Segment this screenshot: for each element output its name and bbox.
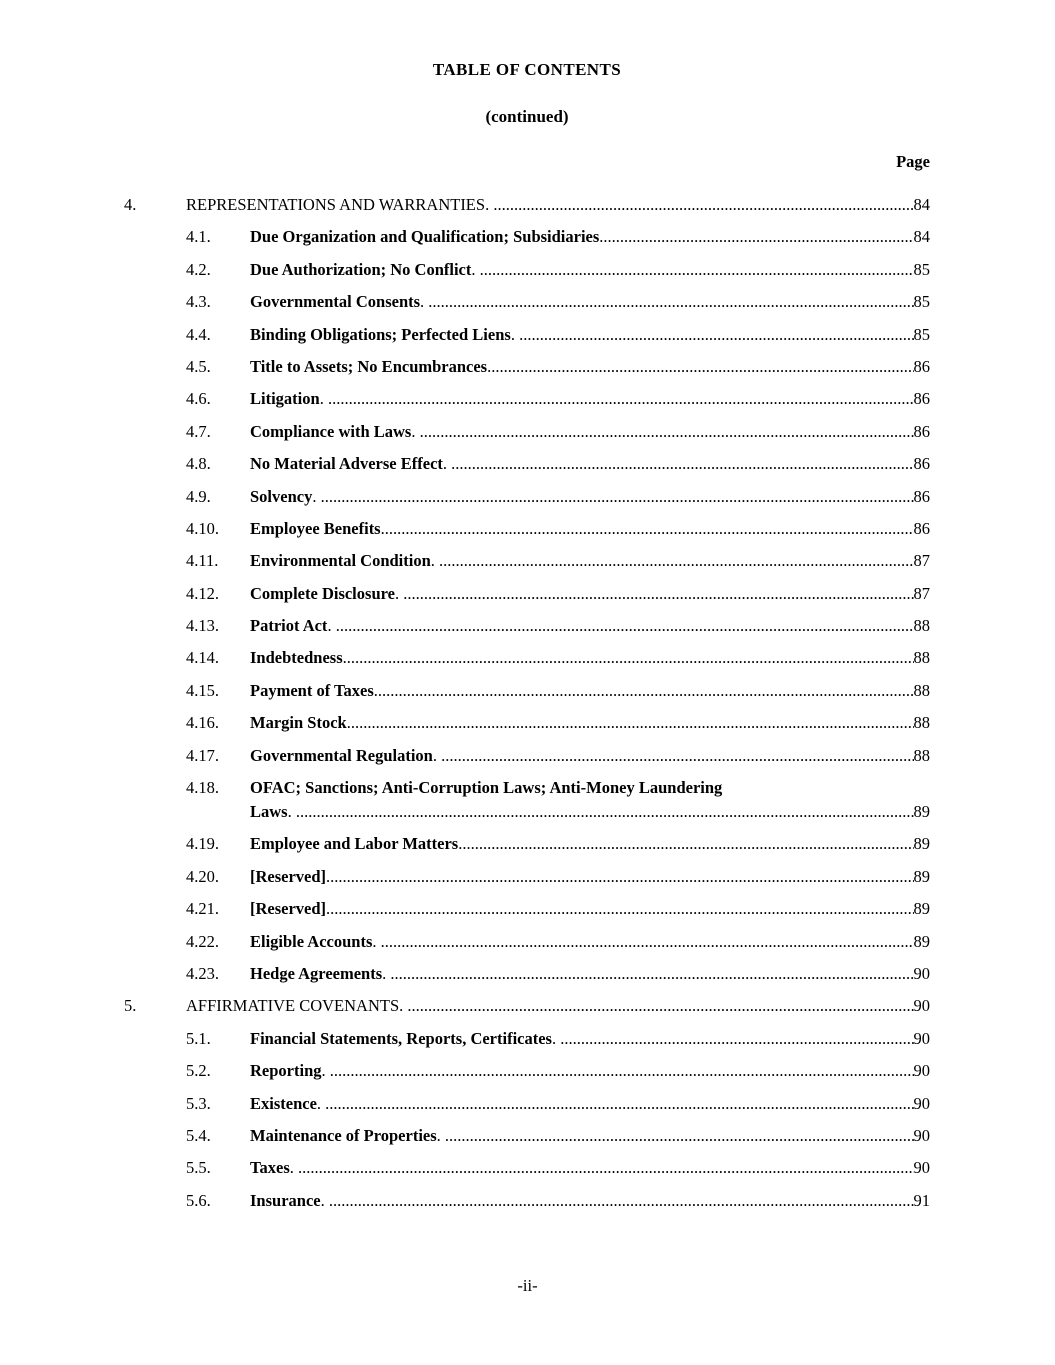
toc-entry: [124, 323, 930, 347]
entry-title: Indebtedness: [250, 648, 343, 668]
toc-entry: [124, 930, 930, 954]
entry-title: Litigation: [250, 389, 320, 409]
toc-entry-row: [124, 962, 930, 986]
dot-leader: [441, 744, 913, 768]
dot-leader: [378, 679, 914, 703]
toc-entry-continuation-row: [124, 800, 930, 824]
entry-title: [Reserved]: [250, 866, 327, 886]
entry-number: 5.1.: [186, 1028, 211, 1048]
entry-separator: .: [289, 1158, 298, 1178]
entry-page-number: 89: [913, 802, 930, 822]
entry-number: 4.8.: [186, 454, 211, 474]
toc-entry: [124, 646, 930, 670]
dot-leader: [298, 1156, 914, 1180]
entry-page-number: 88: [913, 680, 930, 700]
dot-leader: [325, 1092, 913, 1116]
entry-number: 4.13.: [186, 616, 219, 636]
toc-entry: [124, 744, 930, 768]
entry-title-continuation: Laws: [250, 802, 288, 822]
toc-entry-row: [124, 1189, 930, 1213]
entry-number: 4.17.: [186, 745, 219, 765]
entry-title: Hedge Agreements: [250, 963, 383, 983]
entry-page-number: 88: [913, 713, 930, 733]
page-column-header: Page: [896, 152, 930, 171]
dot-leader: [329, 1189, 914, 1213]
entry-separator: .: [430, 551, 440, 571]
entry-number: 4.: [124, 195, 137, 214]
entry-number: 4.6.: [186, 389, 211, 409]
entry-number: 4.4.: [186, 324, 211, 344]
entry-separator: .: [382, 963, 391, 983]
entry-separator: .: [442, 454, 452, 474]
entry-number: 5.3.: [186, 1093, 211, 1113]
toc-entry: [124, 865, 930, 889]
dot-leader: [439, 549, 913, 573]
entry-page-number: 84: [913, 195, 930, 214]
dot-leader: [445, 1124, 914, 1148]
dot-leader: [336, 614, 914, 638]
entry-separator: .: [316, 1093, 326, 1113]
toc-entry-row: [124, 897, 930, 921]
page-title: TABLE OF CONTENTS: [432, 60, 622, 79]
toc-entry: [124, 679, 930, 703]
entry-separator: .: [327, 616, 336, 636]
toc-entry: [124, 1092, 930, 1116]
entry-page-number: 86: [913, 421, 930, 441]
entry-number: 5.: [124, 996, 137, 1016]
toc-entry: [124, 582, 930, 606]
dot-leader: [491, 355, 913, 379]
entry-title: Governmental Consents: [250, 292, 421, 312]
dot-leader: [420, 420, 914, 444]
entry-number: 4.15.: [186, 680, 219, 700]
toc-entry: [124, 549, 930, 573]
entry-separator: .: [432, 745, 442, 765]
toc-entry: [124, 1189, 930, 1213]
toc-entry-row: [124, 517, 930, 541]
entry-title: Employee Benefits: [250, 518, 381, 538]
toc-entry: [124, 1156, 930, 1180]
dot-leader: [347, 646, 914, 670]
entry-page-number: 86: [913, 454, 930, 474]
entry-number: 5.6.: [186, 1190, 211, 1210]
entry-number: 4.2.: [186, 259, 211, 279]
toc-entry-row: [124, 994, 930, 1018]
toc-entry: [124, 258, 930, 282]
toc-entry-row: [124, 711, 930, 735]
entry-separator: .: [342, 648, 347, 668]
toc-entry-row: [124, 355, 930, 379]
dot-leader: [328, 387, 914, 411]
toc-entry: [124, 1124, 930, 1148]
entry-page-number: 91: [913, 1190, 930, 1210]
toc-entry: [124, 614, 930, 638]
entry-page-number: 87: [913, 551, 930, 571]
entry-page-number: 90: [913, 1093, 930, 1113]
entry-separator: .: [319, 389, 328, 409]
entry-page-number: 88: [913, 616, 930, 636]
entry-number: 4.9.: [186, 486, 211, 506]
toc-entry-row: [124, 452, 930, 476]
entry-title: Binding Obligations; Perfected Liens: [250, 324, 511, 344]
entry-page-number: 87: [913, 583, 930, 603]
entry-separator: .: [373, 680, 378, 700]
dot-leader: [493, 193, 913, 217]
entry-number: 4.18.: [186, 778, 219, 798]
entry-number: 4.10.: [186, 518, 219, 538]
dot-leader: [390, 962, 913, 986]
footer-page-number: -ii-: [517, 1276, 538, 1295]
dot-leader: [326, 865, 913, 889]
dot-leader: [381, 930, 914, 954]
entry-page-number: 86: [913, 389, 930, 409]
toc-entry-row: [124, 1156, 930, 1180]
dot-leader: [462, 832, 913, 856]
toc-entry: [124, 193, 930, 217]
entry-title: Complete Disclosure: [250, 583, 395, 603]
dot-leader: [296, 800, 914, 824]
entry-number: 4.1.: [186, 227, 211, 247]
entry-title: Existence: [250, 1093, 317, 1113]
dot-leader: [326, 897, 913, 921]
toc-entry: [124, 452, 930, 476]
entry-page-number: 86: [913, 356, 930, 376]
toc-entry-row: [124, 582, 930, 606]
entry-title: Employee and Labor Matters: [250, 834, 459, 854]
toc-entry: [124, 225, 930, 249]
toc-entry-row: [124, 323, 930, 347]
entry-page-number: 85: [913, 259, 930, 279]
toc-entry: [124, 962, 930, 986]
entry-page-number: 89: [913, 834, 930, 854]
entry-separator: .: [487, 356, 492, 376]
toc-entry: [124, 832, 930, 856]
toc-entry-row: [124, 679, 930, 703]
toc-entry-row: [124, 225, 930, 249]
toc-entry-row: [124, 193, 930, 217]
entry-separator: .: [599, 227, 604, 247]
entry-separator: .: [321, 1061, 330, 1081]
toc-entry: [124, 1059, 930, 1083]
toc-entry: [124, 711, 930, 735]
toc-entries: [124, 193, 930, 1213]
toc-entry-row: [124, 646, 930, 670]
toc-entry-row: [124, 744, 930, 768]
dot-leader: [519, 323, 913, 347]
entry-number: 4.16.: [186, 713, 219, 733]
toc-entry-row: [124, 865, 930, 889]
toc-entry: [124, 355, 930, 379]
entry-page-number: 90: [913, 1125, 930, 1145]
entry-separator: .: [372, 931, 381, 951]
dot-leader: [351, 711, 914, 735]
entry-page-number: 89: [913, 899, 930, 919]
entry-title: Maintenance of Properties: [250, 1125, 437, 1145]
entry-title: Insurance: [250, 1190, 321, 1210]
toc-entry: [124, 517, 930, 541]
entry-separator: .: [312, 486, 321, 506]
entry-number: 4.20.: [186, 866, 219, 886]
entry-title: No Material Adverse Effect: [250, 454, 443, 474]
entry-title: Margin Stock: [250, 713, 347, 733]
entry-title: Compliance with Laws: [250, 421, 412, 441]
entry-title: Solvency: [250, 486, 313, 506]
entry-separator: .: [411, 421, 420, 441]
entry-separator: .: [346, 713, 351, 733]
dot-leader: [321, 485, 914, 509]
entry-page-number: 89: [913, 866, 930, 886]
entry-page-number: 86: [913, 518, 930, 538]
toc-entry: [124, 994, 930, 1018]
entry-separator: .: [510, 324, 520, 344]
entry-separator: .: [551, 1028, 561, 1048]
entry-number: 4.11.: [186, 551, 219, 571]
entry-title: Governmental Regulation: [250, 745, 433, 765]
toc-entry: [124, 897, 930, 921]
entry-separator: .: [420, 292, 429, 312]
entry-title: AFFIRMATIVE COVENANTS.: [186, 996, 404, 1016]
page-subtitle: (continued): [485, 107, 569, 126]
toc-entry: [124, 290, 930, 314]
entry-number: 4.19.: [186, 834, 219, 854]
entry-title: Environmental Condition: [250, 551, 431, 571]
entry-title: Financial Statements, Reports, Certificates: [250, 1028, 552, 1048]
toc-entry-row: [124, 420, 930, 444]
dot-leader: [385, 517, 914, 541]
entry-title: Due Organization and Qualification; Subsidiaries: [250, 227, 600, 247]
dot-leader: [403, 582, 913, 606]
entry-page-number: 88: [913, 745, 930, 765]
entry-title: Due Authorization; No Conflict: [250, 259, 472, 279]
entry-page-number: 89: [913, 931, 930, 951]
dot-leader: [560, 1027, 913, 1051]
toc-entry-row: [124, 614, 930, 638]
dot-leader: [428, 290, 913, 314]
entry-separator: .: [436, 1125, 445, 1145]
entry-number: 4.7.: [186, 421, 211, 441]
dot-leader: [480, 258, 914, 282]
toc-entry-row: [124, 1027, 930, 1051]
entry-title: Reporting: [250, 1061, 322, 1081]
entry-number: 4.5.: [186, 356, 211, 376]
entry-separator: .: [394, 583, 404, 603]
entry-page-number: 85: [913, 292, 930, 312]
entry-page-number: 90: [913, 1158, 930, 1178]
entry-number: 4.12.: [186, 583, 219, 603]
toc-entry: [124, 776, 930, 824]
entry-page-number: 84: [913, 227, 930, 247]
toc-entry-row: [124, 1059, 930, 1083]
toc-entry-row: [124, 290, 930, 314]
entry-page-number: 88: [913, 648, 930, 668]
entry-number: 4.21.: [186, 899, 219, 919]
entry-number: 4.3.: [186, 292, 211, 312]
entry-separator: .: [471, 259, 480, 279]
entry-number: 5.4.: [186, 1125, 211, 1145]
entry-page-number: 86: [913, 486, 930, 506]
entry-title: REPRESENTATIONS AND WARRANTIES.: [186, 195, 490, 214]
entry-number: 4.23.: [186, 963, 219, 983]
entry-separator: .: [380, 518, 385, 538]
toc-entry-row: [124, 1124, 930, 1148]
entry-number: 5.5.: [186, 1158, 211, 1178]
toc-entry: [124, 387, 930, 411]
toc-entry-row: [124, 930, 930, 954]
toc-entry-row: [124, 485, 930, 509]
entry-page-number: 90: [913, 1061, 930, 1081]
dot-leader: [603, 225, 913, 249]
entry-title: [Reserved]: [250, 899, 327, 919]
entry-separator: .: [320, 1190, 329, 1210]
toc-entry-row: [124, 258, 930, 282]
entry-page-number: 85: [913, 324, 930, 344]
toc-entry-row: [124, 549, 930, 573]
entry-separator: .: [458, 834, 463, 854]
toc-entry: [124, 1027, 930, 1051]
entry-title: OFAC; Sanctions; Anti-Corruption Laws; Anti-Money Laundering: [250, 778, 723, 798]
toc-entry: [124, 485, 930, 509]
entry-number: 4.14.: [186, 648, 219, 668]
entry-title: Taxes: [250, 1158, 290, 1178]
entry-number: 5.2.: [186, 1061, 211, 1081]
toc-entry-row: [124, 776, 930, 800]
entry-title: Eligible Accounts: [250, 931, 373, 951]
toc-entry-row: [124, 832, 930, 856]
toc-entry-row: [124, 1092, 930, 1116]
entry-separator: .: [287, 802, 296, 822]
entry-number: 4.22.: [186, 931, 219, 951]
entry-title: Title to Assets; No Encumbrances: [250, 356, 488, 376]
toc-entry: [124, 420, 930, 444]
entry-page-number: 90: [913, 1028, 930, 1048]
toc-entry-row: [124, 387, 930, 411]
dot-leader: [451, 452, 913, 476]
dot-leader: [407, 994, 913, 1018]
entry-title: Payment of Taxes: [250, 680, 374, 700]
entry-title: Patriot Act: [250, 616, 328, 636]
entry-page-number: 90: [913, 996, 930, 1016]
dot-leader: [330, 1059, 914, 1083]
entry-page-number: 90: [913, 963, 930, 983]
